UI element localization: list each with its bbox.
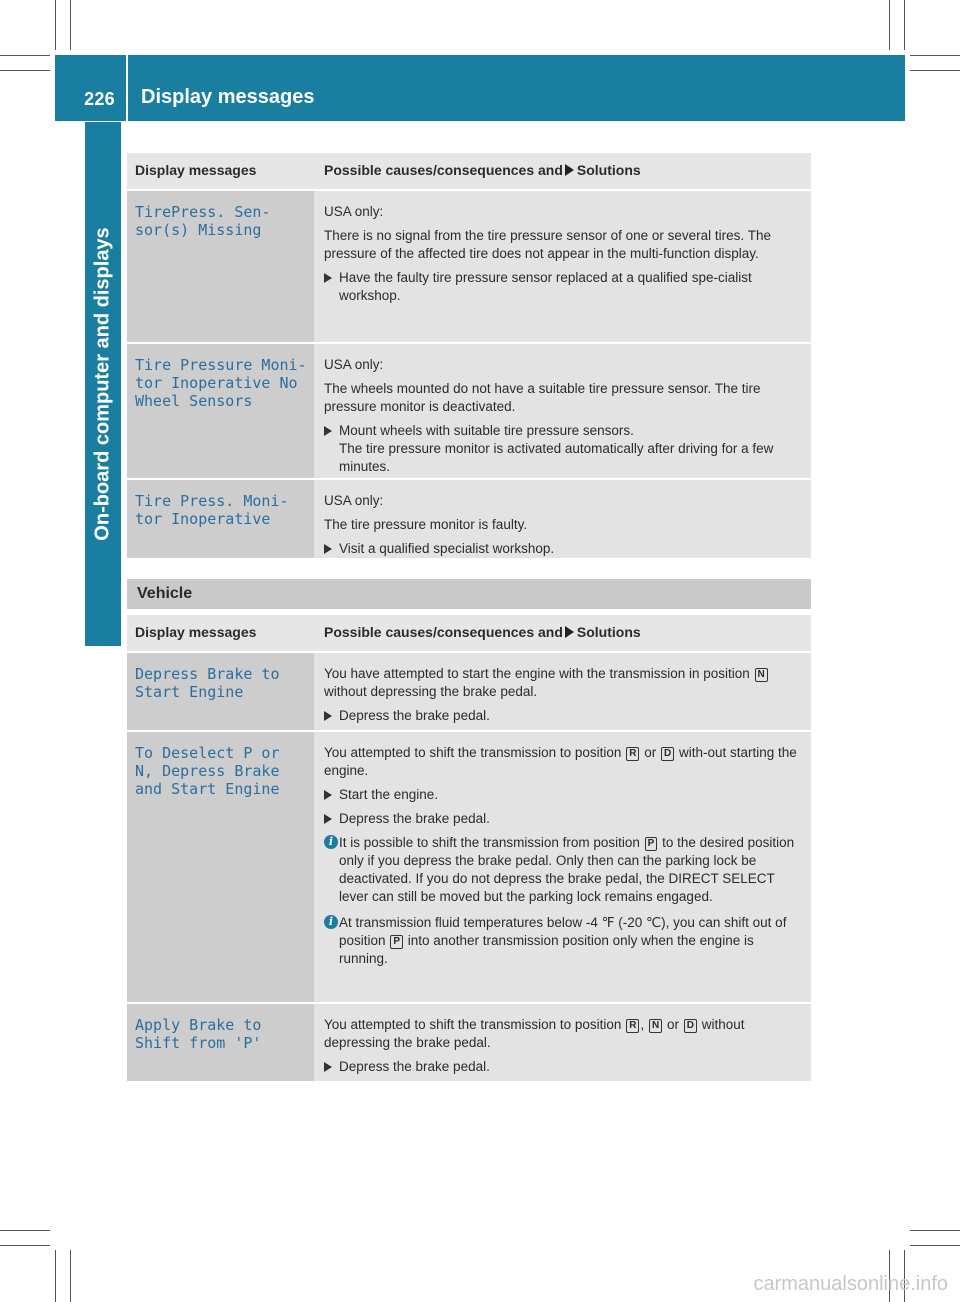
gear-key-icon: N [649,1019,662,1033]
crop-mark [910,70,960,71]
display-message: Apply Brake to Shift from 'P' [127,1004,314,1081]
instruction-step: Have the faulty tire pressure sensor replaced at a qualified spe-cialist workshop. [324,269,803,305]
gear-key-icon: P [390,935,403,949]
page-number: 226 [84,89,115,109]
crop-mark [55,0,56,50]
step-arrow-icon [324,426,332,436]
table-row [127,480,811,560]
chapter-side-tab [85,122,121,646]
step-arrow-icon [324,711,332,721]
display-message: Tire Pressure Moni‐ tor Inoperative No Wheel Sensors [127,344,314,478]
display-message: TirePress. Sen‐ sor(s) Missing [127,191,314,342]
info-note: i It is possible to shift the transmission from position P to the desired position only if you depress the brake pedal. Only then can the parking lock be deactivated. If you do not depress the brake pedal, the DIRECT SELECT lever can still be moved but the parking lock remains engaged. [324,834,803,906]
info-icon: i [324,915,338,929]
table-header [127,153,811,191]
watermark: carmanualsonline.info [753,1273,948,1295]
cause-solution: You have attempted to start the engine with the transmission in position N without depressing the brake pedal. Depress the brake pedal. [314,653,811,730]
crop-mark [910,55,960,56]
step-arrow-icon [324,790,332,800]
instruction-step: Visit a qualified specialist workshop. [324,540,803,558]
crop-mark [904,0,905,50]
step-arrow-icon [324,1062,332,1072]
display-message: Tire Press. Moni‐ tor Inoperative [127,480,314,558]
crop-mark [0,55,50,56]
gear-key-icon: D [684,1019,697,1033]
instruction-step: Depress the brake pedal. [324,707,803,725]
col-header-messages: Display messages [135,162,257,178]
cause-solution: You attempted to shift the transmission to position R or D with-out starting the engine. Start the engine. Depress the brake pedal. i It is possible to shift the transmission from position P to the desired position only if you depress the brake pedal. Only then can the parking lock be deactivated. If you do not depress the brake pedal, the DIRECT SELECT lever can still be moved but the parking lock remains engaged. i At transmission fluid temperatures below -4 ℉ (-20 ℃), you can shift out of position P into another transmission position only when the engine is running. [314,732,811,1002]
crop-mark [0,1230,50,1231]
page-title: Display messages [141,86,315,108]
table-header [127,615,811,653]
triangle-icon [565,626,574,638]
info-note: i At transmission fluid temperatures below -4 ℉ (-20 ℃), you can shift out of position P into another transmission position only when the engine is running. [324,914,803,968]
display-message: Depress Brake to Start Engine [127,653,314,730]
gear-key-icon: R [626,747,639,761]
triangle-icon [565,164,574,176]
chapter-label: On-board computer and displays [91,227,114,541]
messages-table-tire [127,153,811,560]
crop-mark [55,1250,56,1302]
instruction-step: Depress the brake pedal. [324,810,803,828]
table-row [127,344,811,480]
gear-key-icon: D [661,747,674,761]
crop-mark [0,1245,50,1246]
gear-key-icon: P [645,837,658,851]
crop-mark [910,1245,960,1246]
col-header-causes: Possible causes/consequences and Solutions [324,624,641,640]
table-row [127,653,811,732]
cause-solution: USA only: The tire pressure monitor is faulty. Visit a qualified specialist workshop. [314,480,811,558]
crop-mark [910,1230,960,1231]
col-header-causes: Possible causes/consequences and Solutions [324,162,641,178]
display-message: To Deselect P or N, Depress Brake and Start Engine [127,732,314,1002]
col-header-messages: Display messages [135,624,257,640]
section-title-vehicle: Vehicle [127,579,811,609]
table-row [127,191,811,344]
instruction-step: Depress the brake pedal. [324,1058,803,1076]
instruction-step: Start the engine. [324,786,803,804]
crop-mark [70,1250,71,1302]
info-icon: i [324,835,338,849]
crop-mark [889,0,890,50]
crop-mark [70,0,71,50]
step-arrow-icon [324,544,332,554]
step-arrow-icon [324,814,332,824]
cause-solution: USA only: The wheels mounted do not have a suitable tire pressure sensor. The tire pressure monitor is deactivated. Mount wheels with suitable tire pressure sensors. The tire pressure monitor is activated automatically after driving for a few minutes. [314,344,811,478]
table-row [127,732,811,1004]
table-row [127,1004,811,1083]
page-header [55,55,905,121]
gear-key-icon: R [626,1019,639,1033]
cause-solution: USA only: There is no signal from the tire pressure sensor of one or several tires. The pressure of the affected tire does not appear in the multi-function display. Have the faulty tire pressure sensor replaced at a qualified spe-cialist workshop. [314,191,811,342]
instruction-step: Mount wheels with suitable tire pressure sensors. The tire pressure monitor is activated automatically after driving for a few minutes. [324,422,803,476]
cause-solution: You attempted to shift the transmission to position R , N or D without depressing the brake pedal. Depress the brake pedal. [314,1004,811,1081]
gear-key-icon: N [755,668,768,682]
header-divider [126,55,128,121]
crop-mark [0,70,50,71]
messages-table-vehicle [127,615,811,1083]
step-arrow-icon [324,273,332,283]
